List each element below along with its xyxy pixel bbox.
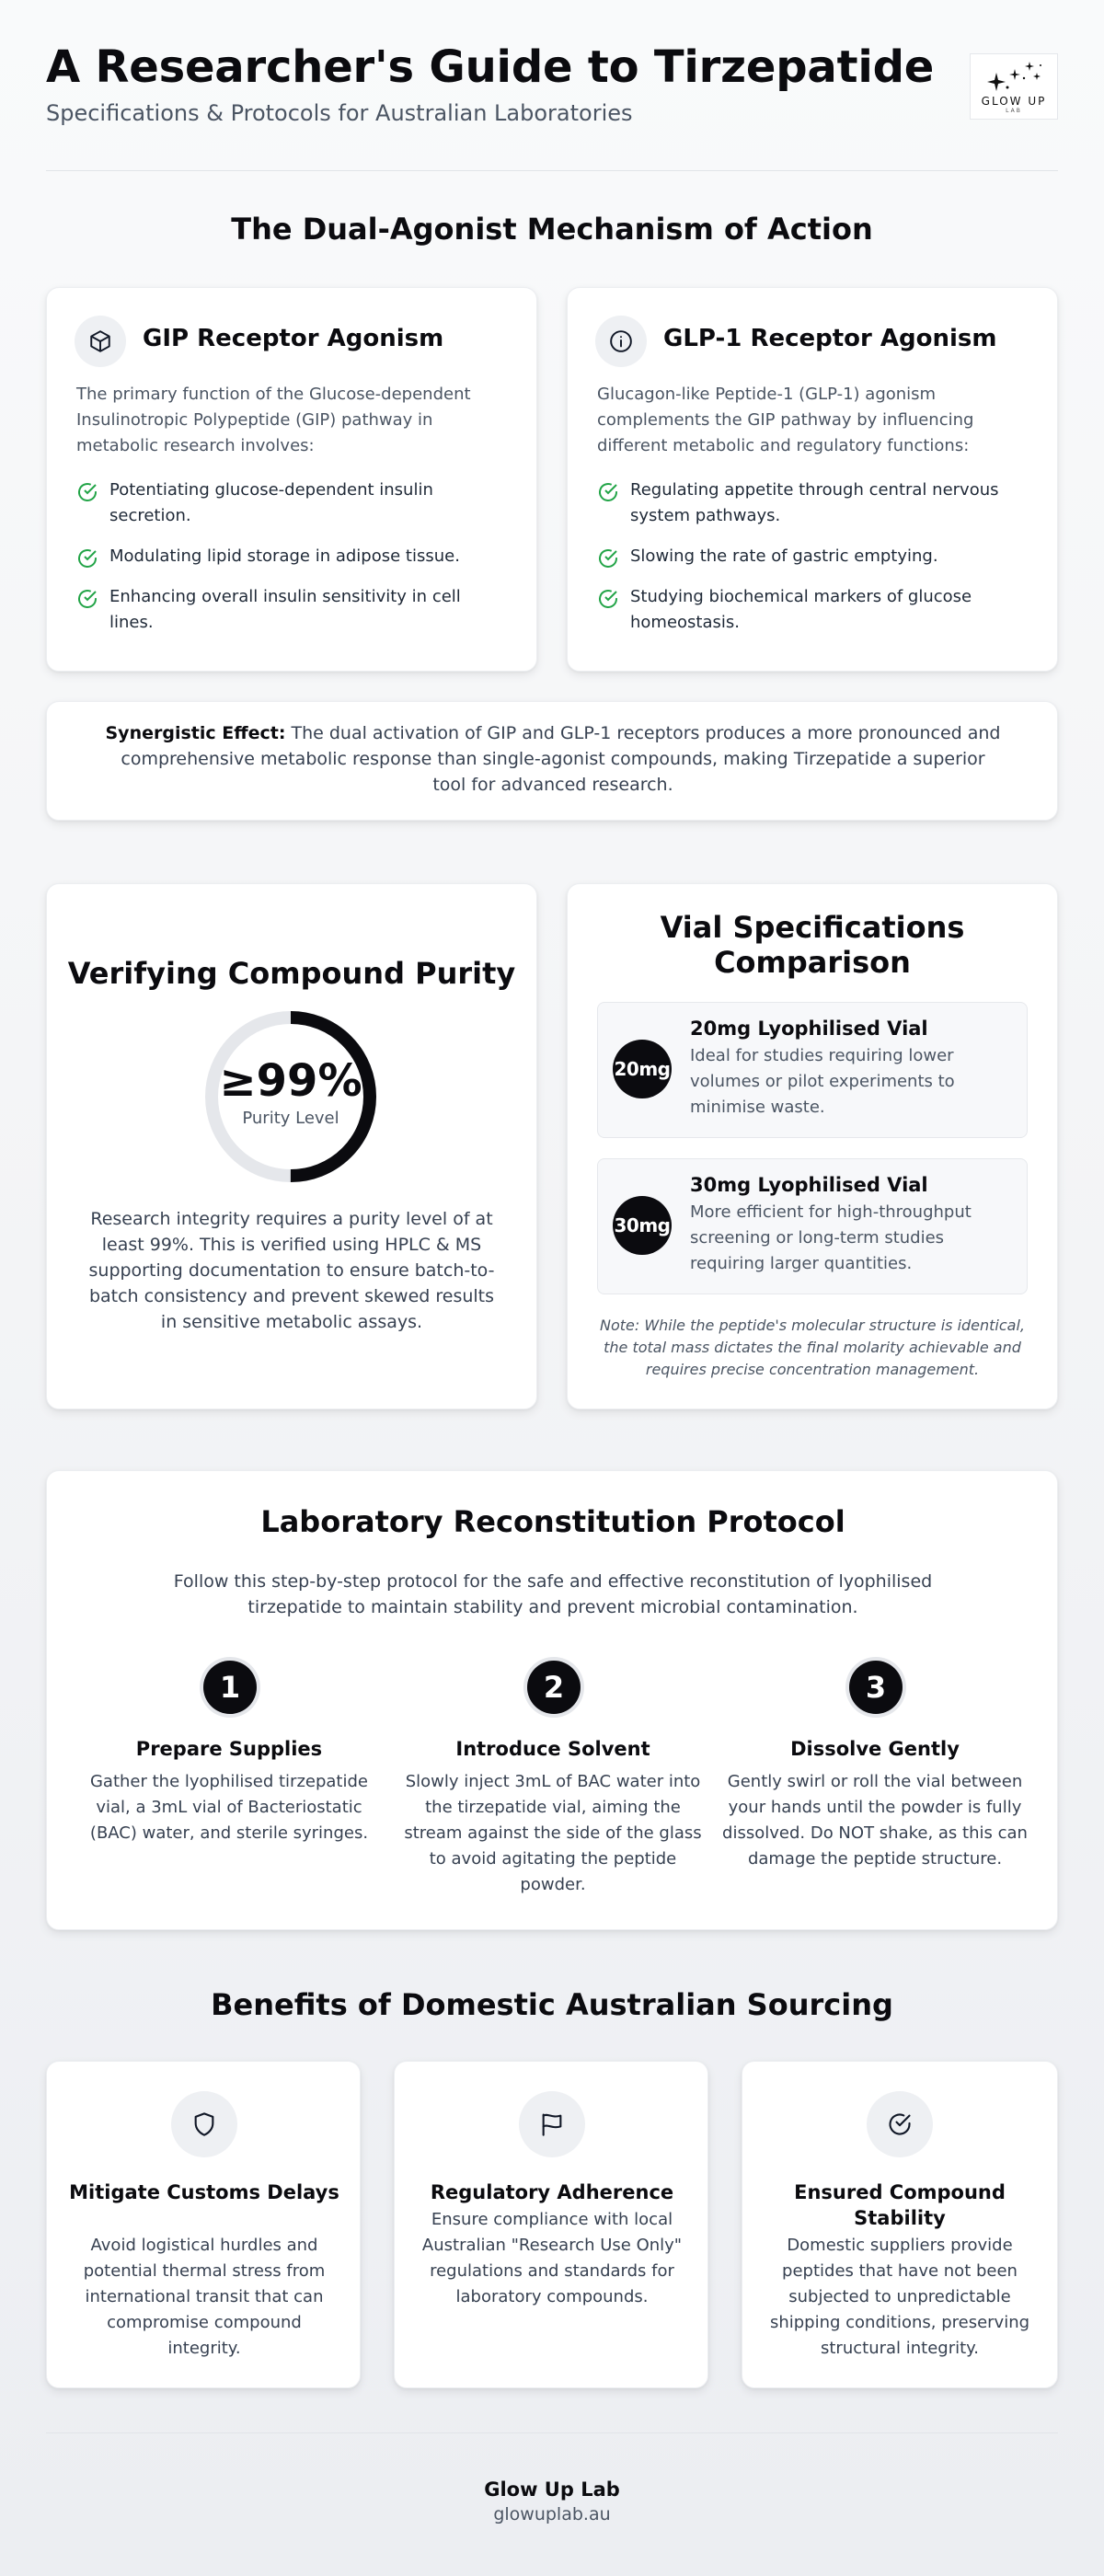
vial-badge: 30mg (613, 1196, 672, 1255)
page-subtitle: Specifications & Protocols for Australian Laboratories (46, 100, 633, 126)
info-icon (595, 316, 647, 367)
step-title: Dissolve Gently (790, 1738, 960, 1760)
list-item-text: Enhancing overall insulin sensitivity in cell lines. (109, 587, 461, 632)
synergy-card (46, 701, 1058, 821)
benefit-description: Avoid logistical hurdles and potential thermal stress from international transit that can compromise compound integrity. (83, 2236, 326, 2358)
logo-subtext: LAB (1006, 108, 1022, 114)
list-item (76, 477, 509, 529)
list-item (76, 544, 509, 569)
list-item (597, 584, 1029, 636)
flag-icon (519, 2091, 585, 2157)
glp1-function-list (597, 477, 1029, 650)
benefit-title: Ensured Compound Stability (794, 2181, 1006, 2229)
page-title: A Researcher's Guide to Tirzepatide (46, 41, 935, 93)
vial-comparison-card (567, 883, 1058, 1409)
benefit-title: Mitigate Customs Delays (69, 2181, 339, 2203)
gip-card-title: GIP Receptor Agonism (143, 325, 444, 352)
synergy-text (102, 720, 1004, 798)
purity-card (46, 883, 537, 1409)
check-circle-icon (76, 547, 98, 569)
page-header (46, 37, 1058, 129)
benefit-card-stability (742, 2061, 1058, 2388)
protocol-intro: Follow this step-by-step protocol for the safe and effective reconstitution of lyophilised tirzepatide to maintain stability and prevent microbial contamination. (173, 1571, 933, 1617)
check-circle-icon (867, 2091, 933, 2157)
list-item (597, 544, 1029, 569)
step-number: 1 (203, 1661, 257, 1714)
synergy-body: The dual activation of GIP and GLP-1 receptors produces a more pronounced and comprehensive metabolic response than single-agonist compounds, making Tirzepatide a superior tool for advanced research. (121, 723, 1001, 795)
step-title: Introduce Solvent (455, 1738, 650, 1760)
purity-value: ≥99% (219, 1055, 362, 1107)
vial-name: 20mg Lyophilised Vial (690, 1018, 928, 1040)
synergy-label: Synergistic Effect: (105, 723, 286, 743)
benefit-description: Domestic suppliers provide peptides that have not been subjected to unpredictable shipping conditions, preserving structural integrity. (769, 2236, 1030, 2358)
check-circle-icon (597, 481, 619, 503)
cube-icon (75, 316, 126, 367)
vial-badge: 20mg (613, 1040, 672, 1098)
header-divider (46, 170, 1058, 171)
list-item (76, 584, 509, 636)
gip-receptor-card (46, 287, 537, 672)
footer-divider (46, 2432, 1058, 2433)
purity-title: Verifying Compound Purity (67, 956, 516, 991)
list-item (597, 477, 1029, 529)
list-item-text: Slowing the rate of gastric emptying. (630, 546, 938, 566)
check-circle-icon (597, 547, 619, 569)
benefit-title: Regulatory Adherence (430, 2181, 674, 2203)
list-item-text: Studying biochemical markers of glucose homeostasis. (630, 587, 972, 632)
list-item-text: Potentiating glucose-dependent insulin secretion. (109, 480, 433, 525)
step-description: Gently swirl or roll the vial between your hands until the powder is fully dissolved. Do NOT shake, as this can damage the peptide structure. (722, 1772, 1028, 1869)
glp1-card-title: GLP-1 Receptor Agonism (663, 325, 997, 352)
benefits-section-title: Benefits of Domestic Australian Sourcing (211, 1987, 893, 2022)
benefit-card-customs (46, 2061, 361, 2388)
protocol-card (46, 1470, 1058, 1930)
benefit-card-regulatory (394, 2061, 708, 2388)
step-description: Slowly inject 3mL of BAC water into the tirzepatide vial, aiming the stream against the side of the glass to avoid agitating the peptide powder. (404, 1772, 702, 1894)
footer-url[interactable]: glowuplab.au (493, 2504, 611, 2524)
vial-option-30mg (597, 1158, 1028, 1294)
check-circle-icon (597, 588, 619, 610)
vial-note: Note: While the peptide's molecular structure is identical, the total mass dictates the final molarity achievable and requires precise concentration management. (599, 1317, 1026, 1378)
step-number: 2 (527, 1661, 581, 1714)
list-item-text: Regulating appetite through central nervous system pathways. (630, 480, 999, 525)
purity-description: Research integrity requires a purity level of at least 99%. This is verified using HPLC & MS supporting documentation to ensure batch-to-batch consistency and prevent skewed results in sensitive metabolic assays. (88, 1209, 495, 1332)
footer-brand-name: Glow Up Lab (484, 2478, 620, 2501)
shield-icon (171, 2091, 237, 2157)
vial-description: More efficient for high-throughput screening or long-term studies requiring larger quantities. (690, 1202, 972, 1273)
list-item-text: Modulating lipid storage in adipose tissue. (109, 546, 460, 566)
purity-gauge (203, 1009, 378, 1184)
mechanism-section-title: The Dual-Agonist Mechanism of Action (231, 212, 873, 247)
vial-description: Ideal for studies requiring lower volumes or pilot experiments to minimise waste. (690, 1046, 955, 1117)
logo-wordmark: GLOW UP (981, 95, 1047, 108)
step-title: Prepare Supplies (135, 1738, 323, 1760)
step-number: 3 (849, 1661, 903, 1714)
brand-logo (970, 53, 1058, 120)
vial-title: Vial Specifications Comparison (660, 910, 965, 980)
check-circle-icon (76, 588, 98, 610)
purity-label: Purity Level (242, 1109, 339, 1128)
vial-name: 30mg Lyophilised Vial (690, 1174, 928, 1196)
step-description: Gather the lyophilised tirzepatide vial, a 3mL vial of Bacteriostatic (BAC) water, and sterile syringes. (89, 1772, 369, 1843)
gip-function-list (76, 477, 509, 650)
glp1-card-description: Glucagon-like Peptide-1 (GLP-1) agonism complements the GIP pathway by influencing different metabolic and regulatory functions: (597, 385, 974, 455)
protocol-title: Laboratory Reconstitution Protocol (260, 1504, 845, 1539)
sparkles-icon (983, 60, 1046, 97)
vial-option-20mg (597, 1002, 1028, 1138)
gip-card-description: The primary function of the Glucose-dependent Insulinotropic Polypeptide (GIP) pathway in metabolic research involves: (76, 385, 471, 455)
check-circle-icon (76, 481, 98, 503)
glp1-receptor-card (567, 287, 1058, 672)
benefit-description: Ensure compliance with local Australian "Research Use Only" regulations and standards for laboratory compounds. (421, 2210, 683, 2306)
